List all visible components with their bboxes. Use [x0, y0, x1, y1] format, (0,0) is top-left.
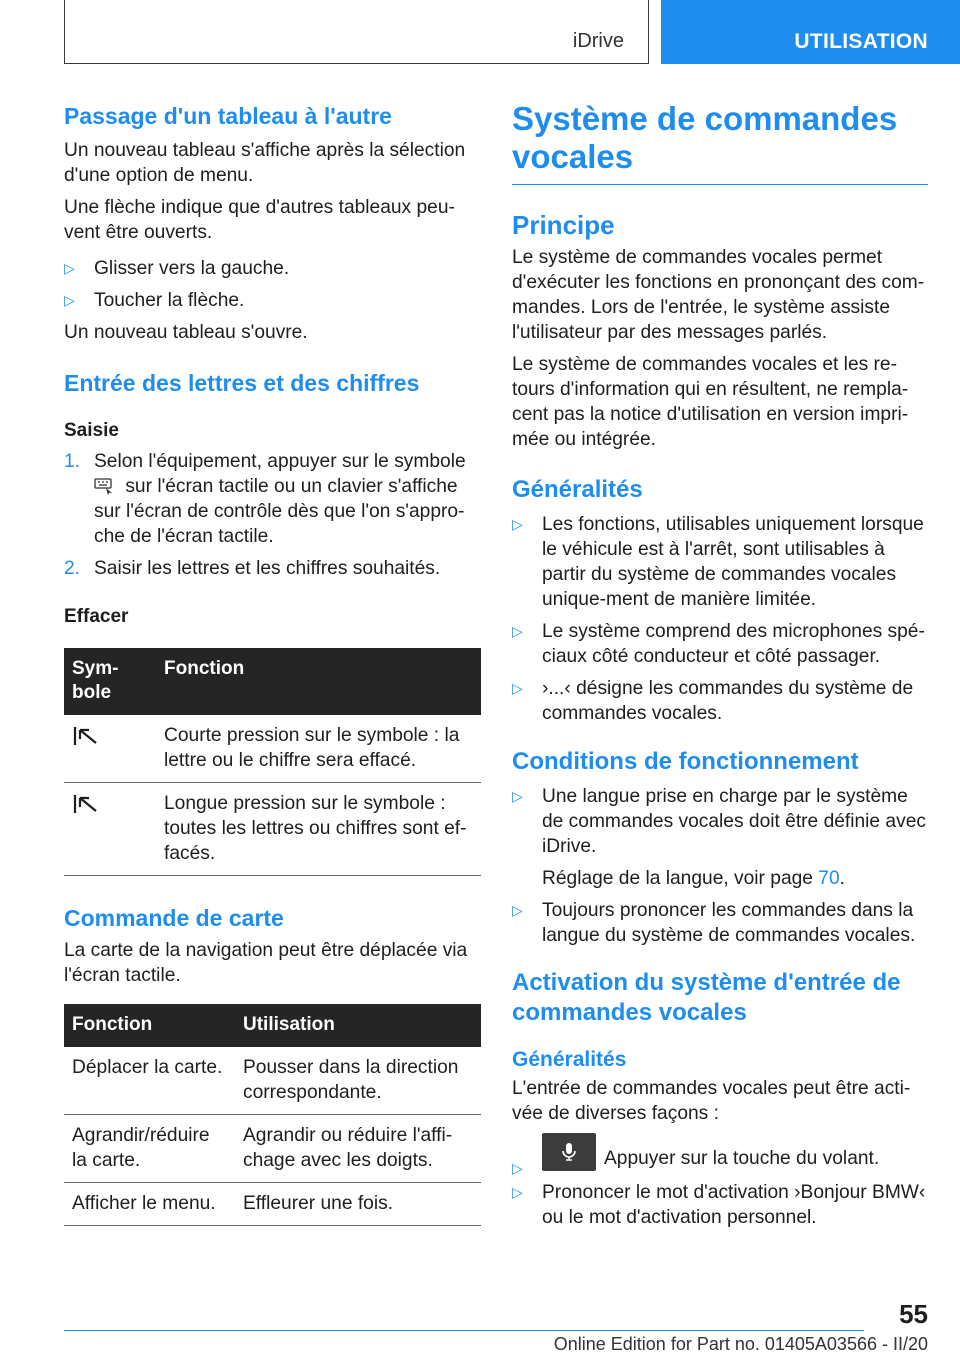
- footer-divider: [64, 1330, 864, 1331]
- triangle-bullet-icon: ▷: [64, 260, 75, 276]
- page-header: [0, 0, 960, 66]
- list-item: ▷ Le système comprend des microphones spé-ciaux côté conducteur et côté passager.: [512, 621, 925, 667]
- right-column: [512, 100, 928, 1237]
- table-header-cell: Fonction: [64, 1004, 235, 1047]
- paragraph: La carte de la navigation peut être déplacée via l'écran tactile.: [64, 940, 468, 986]
- triangle-bullet-icon: ▷: [512, 623, 523, 639]
- paragraph: Le système de commandes vocales et les re-tours d'information qui en résultent, ne rempla-cent pas la notice d'utilisation en version impri-mée ou intégrée.: [512, 354, 909, 450]
- section-tab-label: UTILISATION: [794, 30, 928, 53]
- list-item: ▷ Une langue prise en charge par le système de commandes vocales doit être définie avec iDrive. Réglage de la langue, voir page 70.: [512, 784, 928, 891]
- step-item: 1. Selon l'équipement, appuyer sur le symbole sur l'écran tactile ou un clavier s'affiche sur l'écran de contrôle dès que l'on s'appro-che de l'écran tactile.: [64, 451, 466, 547]
- section-title-generalites: Généralités: [512, 476, 643, 503]
- list-item: ▷ Toujours prononcer les commandes dans la langue du système de commandes vocales.: [512, 900, 916, 946]
- triangle-bullet-icon: ▷: [512, 680, 523, 696]
- list-item: ▷ Glisser vers la gauche.: [64, 258, 290, 279]
- table-cell: Effleurer une fois.: [235, 1183, 481, 1226]
- page-link[interactable]: 70: [818, 868, 840, 889]
- table-row: [64, 1047, 481, 1115]
- table-cell: Agrandir/réduire la carte.: [64, 1115, 235, 1183]
- paragraph: Un nouveau tableau s'affiche après la sélection d'une option de menu.: [64, 140, 466, 186]
- section-title-passage: Passage d'un tableau à l'autre: [64, 103, 392, 129]
- step-number: 2.: [64, 558, 81, 579]
- subheading-saisie: Saisie: [64, 420, 119, 441]
- cross-reference: Réglage de la langue, voir page 70.: [542, 868, 845, 889]
- section-title-entree: Entrée des lettres et des chiffres: [64, 370, 420, 396]
- table-cell: Pousser dans la direction correspondante.: [235, 1047, 481, 1115]
- paragraph: Une flèche indique que d'autres tableaux peu-vent être ouverts.: [64, 197, 455, 243]
- section-title-conditions: Conditions de fonctionnement: [512, 748, 859, 775]
- table-cell: Déplacer la carte.: [64, 1047, 235, 1115]
- table-header-cell: Utilisation: [235, 1004, 481, 1047]
- table-cell-icon: [64, 783, 156, 876]
- list-item: ▷ ›...‹ désigne les commandes du système de commandes vocales.: [512, 678, 914, 724]
- carte-table: [64, 1004, 481, 1226]
- table-header-cell: Sym-bole: [64, 648, 156, 715]
- edition-text: Online Edition for Part no. 01405A03566 - II/20: [553, 1334, 928, 1354]
- table-row: [64, 783, 481, 876]
- paragraph: Le système de commandes vocales permet d'exécuter les fonctions en prononçant des com-mandes. Lors de l'entrée, le système assiste l'utilisateur par des messages parlés.: [512, 247, 925, 343]
- paragraph: Un nouveau tableau s'ouvre.: [64, 322, 308, 343]
- table-row: [64, 1183, 481, 1226]
- section-title-activation: Activation du système d'entrée de commandes vocales: [512, 969, 901, 1026]
- left-column: [64, 100, 481, 1226]
- header-frame: [64, 0, 649, 64]
- triangle-bullet-icon: ▷: [512, 516, 523, 532]
- page-title: Système de commandes vocales: [512, 100, 898, 175]
- title-divider: [512, 184, 928, 185]
- paragraph: L'entrée de commandes vocales peut être acti-vée de diverses façons :: [512, 1078, 911, 1124]
- list-item: ▷ Toucher la flèche.: [64, 290, 245, 311]
- table-header-row: [64, 648, 481, 715]
- triangle-bullet-icon: ▷: [512, 1160, 523, 1176]
- table-cell: Afficher le menu.: [64, 1183, 235, 1226]
- triangle-bullet-icon: ▷: [64, 292, 75, 308]
- triangle-bullet-icon: ▷: [512, 788, 523, 804]
- voice-button-image: [542, 1133, 596, 1171]
- backspace-arrow-icon: [72, 731, 98, 752]
- step-number: 1.: [64, 451, 81, 472]
- table-cell: Courte pression sur le symbole : la lettre ou le chiffre sera effacé.: [156, 715, 481, 783]
- table-header-row: [64, 1004, 481, 1047]
- table-cell-icon: [64, 715, 156, 783]
- section-title-carte: Commande de carte: [64, 905, 284, 931]
- backspace-arrow-icon: [72, 799, 98, 820]
- table-cell: Agrandir ou réduire l'affi-chage avec les doigts.: [235, 1115, 481, 1183]
- table-row: [64, 715, 481, 783]
- list-item: ▷ Appuyer sur la touche du volant.: [512, 1146, 928, 1171]
- table-row: [64, 1115, 481, 1183]
- page-number: 55: [899, 1299, 928, 1329]
- triangle-bullet-icon: ▷: [512, 902, 523, 918]
- microphone-icon: [559, 1142, 579, 1162]
- table-cell: Longue pression sur le symbole : toutes les lettres ou chiffres sont ef-facés.: [156, 783, 481, 876]
- subheading-generalites: Généralités: [512, 1048, 627, 1071]
- chapter-label: iDrive: [572, 30, 624, 52]
- keyboard-icon: [94, 477, 116, 497]
- table-header-cell: Fonction: [156, 648, 481, 715]
- list-item: ▷ Prononcer le mot d'activation ›Bonjour BMW‹ ou le mot d'activation personnel.: [512, 1182, 926, 1228]
- section-tab: [661, 0, 960, 64]
- triangle-bullet-icon: ▷: [512, 1184, 523, 1200]
- effacer-table: [64, 648, 481, 876]
- subheading-effacer: Effacer: [64, 606, 129, 627]
- section-title-principe: Principe: [512, 210, 615, 240]
- list-item: ▷ Les fonctions, utilisables uniquement lorsque le véhicule est à l'arrêt, sont utilisables à partir du système de commandes vocales unique-ment de manière limitée.: [512, 514, 924, 610]
- step-item: 2. Saisir les lettres et les chiffres souhaités.: [64, 558, 441, 579]
